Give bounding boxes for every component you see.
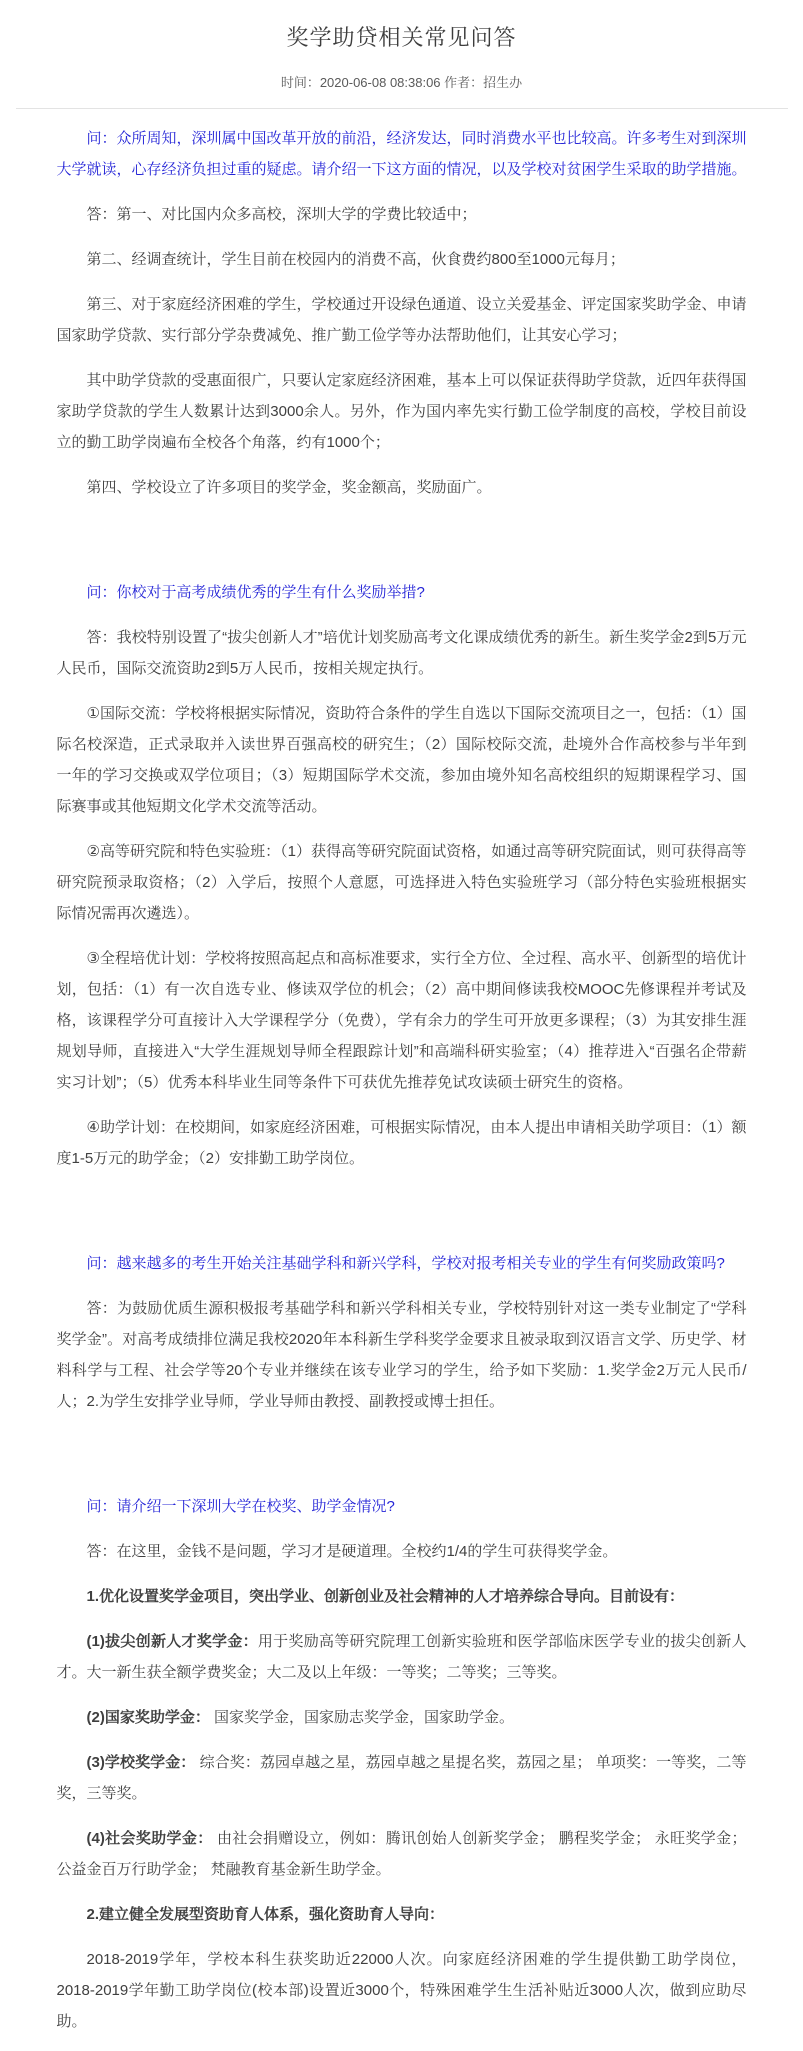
question-paragraph: 问：你校对于高考成绩优秀的学生有什么奖励举措? <box>86 584 425 601</box>
answer-paragraph: ②高等研究院和特色实验班：（1）获得高等研究院面试资格，如通过高等研究院面试，则可获得高等研究院预录取资格；（2）入学后，按照个人意愿，可选择进入特色实验班学习（部分特色实验班根据实际情况需再次遴选）。 <box>56 843 747 922</box>
question-paragraph: 问：众所周知，深圳属中国改革开放的前沿，经济发达，同时消费水平也比较高。许多考生对到深圳大学就读，心存经济负担过重的疑虑。请介绍一下这方面的情况，以及学校对贫困学生采取的助学措施。 <box>56 130 747 178</box>
question-paragraph: 问：请介绍一下深圳大学在校奖、助学金情况? <box>86 1498 395 1515</box>
answer-paragraph: 答：为鼓励优质生源积极报考基础学科和新兴学科相关专业，学校特别针对这一类专业制定了“学科奖学金”。对高考成绩排位满足我校2020年本科新生学科奖学金要求且被录取到汉语言文学、历史学、材料科学与工程、社会学等20个专业并继续在该专业学习的学生，给予如下奖励：1.奖学金2万元人民币/人；2.为学生安排学业导师，学业导师由教授、副教授或博士担任。 <box>56 1300 747 1410</box>
item-label: (2)国家奖助学金： <box>86 1709 210 1726</box>
section-gap <box>57 1188 747 1234</box>
article <box>16 0 788 2037</box>
answer-paragraph: 1.优化设置奖学金项目，突出学业、创新创业及社会精神的人才培养综合导向。目前设有： <box>86 1588 685 1605</box>
item-text: 由社会捐赠设立，例如：腾讯创始人创新奖学金； 鹏程奖学金； 永旺奖学金； 公益金百万行助学金； 梵融教育基金新生助学金。 <box>56 1830 747 1878</box>
answer-paragraph: ④助学计划：在校期间，如家庭经济困难，可根据实际情况，由本人提出申请相关助学项目：（1）额度1-5万元的助学金；（2）安排勤工助学岗位。 <box>56 1119 747 1167</box>
answer-paragraph: 第四、学校设立了许多项目的奖学金，奖金额高，奖励面广。 <box>86 479 492 496</box>
answer-paragraph <box>57 1702 747 1733</box>
article-meta: 时间：2020-06-08 08:38:06 作者：招生办 <box>280 75 523 90</box>
answer-paragraph <box>57 1626 747 1688</box>
answer-paragraph <box>57 1747 747 1809</box>
item-label: (3)学校奖学金： <box>86 1754 196 1771</box>
header-divider <box>16 108 788 109</box>
answer-paragraph: ①国际交流：学校将根据实际情况，资助符合条件的学生自选以下国际交流项目之一，包括：（1）国际名校深造，正式录取并入读世界百强高校的研究生；（2）国际校际交流，赴境外合作高校参与半年到一年的学习交换或双学位项目；（3）短期国际学术交流，参加由境外知名高校组织的短期课程学习、国际赛事或其他短期文化学术交流等活动。 <box>56 705 747 815</box>
answer-paragraph: ③全程培优计划：学校将按照高起点和高标准要求，实行全方位、全过程、高水平、创新型的培优计划，包括：（1）有一次自选专业、修读双学位的机会；（2）高中期间修读我校MOOC先修课程并考试及格，该课程学分可直接计入大学课程学分（免费），学有余力的学生可开放更多课程；（3）为其安排生涯规划导师，直接进入“大学生涯规划导师全程跟踪计划”和高端科研实验室；（4）推荐进入“百强名企带薪实习计划”；（5）优秀本科毕业生同等条件下可获优先推荐免试攻读硕士研究生的资格。 <box>56 950 747 1091</box>
section-gap <box>57 1431 747 1477</box>
answer-paragraph: 答：在这里，金钱不是问题，学习才是硬道理。全校约1/4的学生可获得奖学金。 <box>86 1543 618 1560</box>
page-title: 奖学助贷相关常见问答 <box>286 25 517 50</box>
answer-paragraph: 答：第一、对比国内众多高校，深圳大学的学费比较适中； <box>86 206 477 223</box>
answer-paragraph <box>57 1823 747 1885</box>
answer-paragraph: 2018-2019学年，学校本科生获奖助近22000人次。向家庭经济困难的学生提供勤工助学岗位，2018-2019学年勤工助学岗位(校本部)设置近3000个，特殊困难学生生活补贴近3000人次，做到应助尽助。 <box>56 1951 747 2030</box>
article-body <box>16 123 788 2037</box>
answer-paragraph: 其中助学贷款的受惠面很广，只要认定家庭经济困难，基本上可以保证获得助学贷款，近四年获得国家助学贷款的学生人数累计达到3000余人。另外，作为国内率先实行勤工俭学制度的高校，学校目前设立的勤工助学岗遍布全校各个角落，约有1000个； <box>56 372 747 451</box>
answer-paragraph: 2.建立健全发展型资助育人体系，强化资助育人导向： <box>86 1906 445 1923</box>
item-text: 综合奖：荔园卓越之星，荔园卓越之星提名奖，荔园之星； 单项奖：一等奖，二等奖，三等奖。 <box>56 1754 747 1802</box>
question-paragraph: 问：越来越多的考生开始关注基础学科和新兴学科，学校对报考相关专业的学生有何奖励政策吗? <box>86 1255 725 1272</box>
item-label: (4)社会奖助学金： <box>86 1830 213 1847</box>
answer-paragraph: 第三、对于家庭经济困难的学生，学校通过开设绿色通道、设立关爱基金、评定国家奖助学金、申请国家助学贷款、实行部分学杂费减免、推广勤工俭学等办法帮助他们，让其安心学习； <box>56 296 747 344</box>
item-text: 用于奖励高等研究院理工创新实验班和医学部临床医学专业的拔尖创新人才。大一新生获全额学费奖金；大二及以上年级：一等奖；二等奖；三等奖。 <box>56 1633 747 1681</box>
item-text: 国家奖学金，国家励志奖学金，国家助学金。 <box>209 1709 515 1726</box>
item-label: (1)拔尖创新人才奖学金： <box>86 1633 258 1650</box>
answer-paragraph: 答：我校特别设置了“拔尖创新人才”培优计划奖励高考文化课成绩优秀的新生。新生奖学金2到5万元人民币，国际交流资助2到5万人民币，按相关规定执行。 <box>56 629 747 677</box>
answer-paragraph: 第二、经调查统计，学生目前在校园内的消费不高，伙食费约800至1000元每月； <box>86 251 625 268</box>
section-gap <box>57 517 747 563</box>
